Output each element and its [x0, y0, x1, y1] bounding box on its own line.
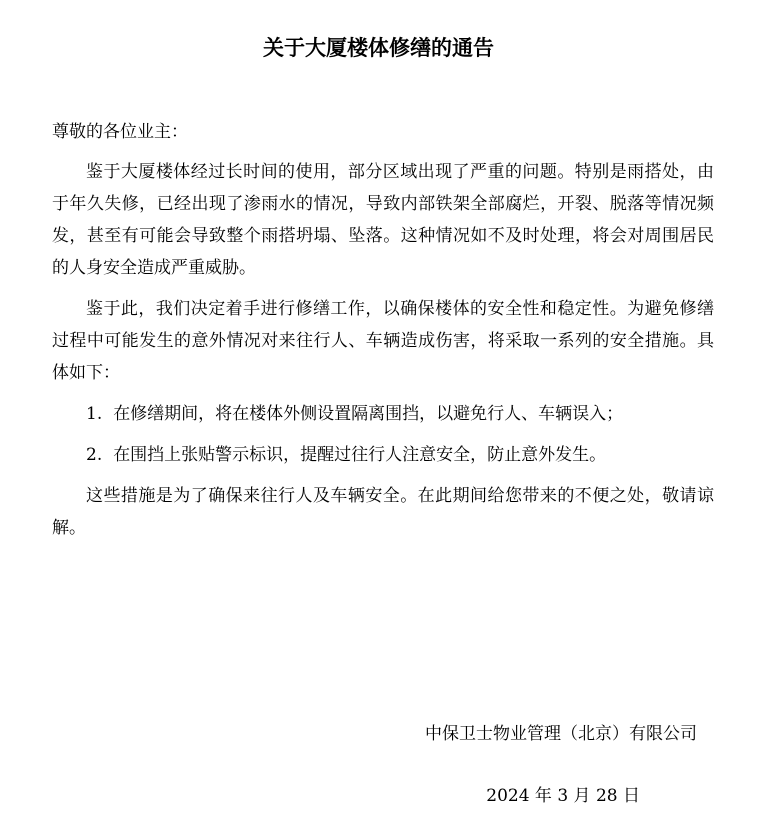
measure-text: 在围挡上张贴警示标识，提醒过往行人注意安全，防止意外发生。 [113, 445, 607, 465]
measure-text: 在修缮期间，将在楼体外侧设置隔离围挡，以避免行人、车辆误入； [113, 404, 624, 424]
measure-number: 2. [86, 445, 103, 465]
signature-company: 中保卫士物业管理（北京）有限公司 [425, 724, 697, 744]
notice-body [52, 156, 714, 553]
notice-date: 2024 年 3 月 28 日 [486, 786, 640, 806]
notice-title: 关于大厦楼体修缮的通告 [263, 35, 494, 60]
measure-item [52, 439, 714, 471]
paragraph-building-condition: 鉴于大厦楼体经过长时间的使用，部分区域出现了严重的问题。特别是雨搭处，由于年久失修，已经出现了渗雨水的情况，导致内部铁架全部腐烂，开裂、脱落等情况频发，甚至有可能会导致整个雨搭坍塌、坠落。这种情况如不及时处理，将会对周围居民的人身安全造成严重威胁。 [52, 162, 714, 278]
measure-item [52, 398, 714, 430]
paragraph-closing: 这些措施是为了确保来往行人及车辆安全。在此期间给您带来的不便之处，敬请谅解。 [52, 486, 714, 538]
salutation: 尊敬的各位业主： [52, 122, 188, 142]
paragraph-repair-decision: 鉴于此，我们决定着手进行修缮工作，以确保楼体的安全性和稳定性。为避免修缮过程中可能发生的意外情况对来往行人、车辆造成伤害，将采取一系列的安全措施。具体如下： [52, 299, 714, 383]
measure-number: 1. [86, 404, 103, 424]
